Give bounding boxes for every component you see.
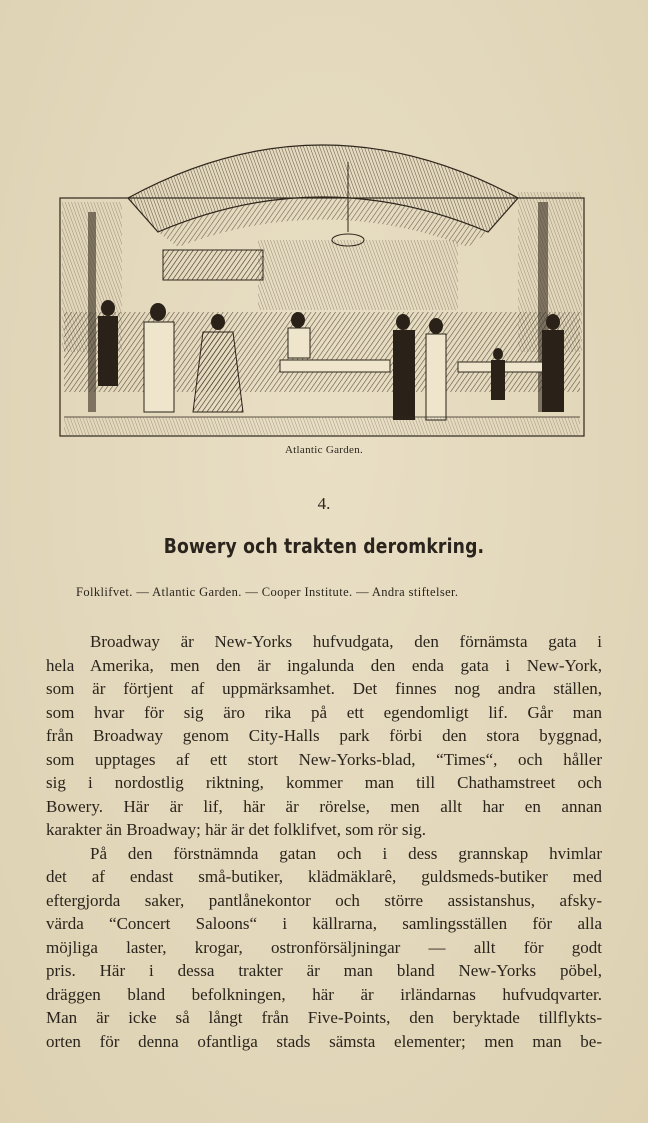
text-line: sig i nordostlig riktning, kommer man till Chathamstreet och [46,773,602,792]
text-line: eftergjorda saker, pantlånekontor och större assistanshus, afsky- [46,890,602,910]
text-line: värda “Concert Saloons“ i källrarna, samlingsställen för alla [46,914,602,933]
text-line: möjliga laster, krogar, ostronförsäljningar — allt för godt [46,937,602,957]
text-line: pris. Här i dessa trakter är man bland New-Yorks pöbel, [46,961,602,980]
engraving-illustration [58,122,586,438]
text-line: Bowery. Här är lif, här är rörelse, men allt har en annan [46,796,602,816]
text-line: som upptages af ett stort New-Yorks-blad, “Times“, och håller [46,749,602,769]
chapter-number: 4. [317,494,331,513]
body-text [46,630,602,1053]
text-line: dräggen bland befolkningen, här är irländarnas hufvudqvarter. [46,984,602,1004]
text-line: hela Amerika, men den är ingalunda den enda gata i New-York, [46,655,602,675]
text-line: från Broadway genom City-Halls park förbi den stora byggnad, [46,726,602,745]
text-line: Man är icke så långt från Five-Points, den beryktade tillflykts- [46,1008,602,1027]
text-line: På den förstnämnda gatan och i dess grannskap hvimlar [90,843,602,863]
chapter-title: Bowery och trakten deromkring. [163,534,485,558]
text-line: Broadway är New-Yorks hufvudgata, den förnämsta gata i [90,632,602,651]
text-line: orten för denna ofantliga stads sämsta elementer; men man be- [46,1031,602,1051]
text-line: som hvar för sig äro rika på ett egendomligt lif. Går man [46,702,602,722]
chapter-subtitle: Folklifvet. — Atlantic Garden. — Cooper Institute. — Andra stiftelser. [76,585,459,599]
text-line: det af endast små-butiker, klädmäklarê, guldsmeds-butiker med [46,867,602,886]
text-line: som är förtjent af uppmärksamhet. Det finnes nog andra ställen, [46,679,602,698]
text-line: karakter än Broadway; här är det folklifvet, som rör sig. [46,820,427,839]
figure-caption: Atlantic Garden. [284,444,364,456]
